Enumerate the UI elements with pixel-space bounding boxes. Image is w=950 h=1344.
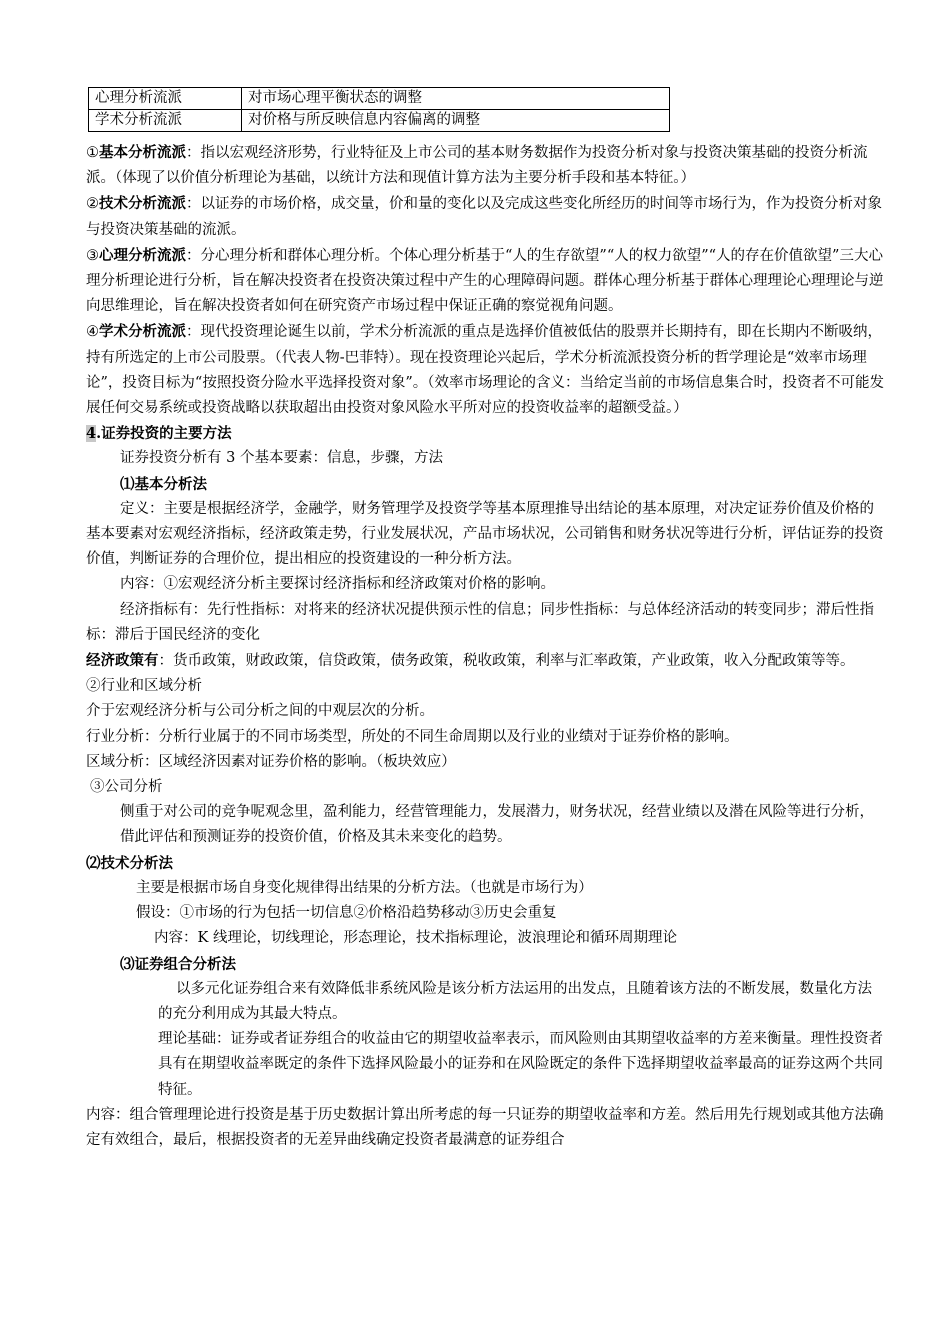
table-row bbox=[89, 110, 670, 132]
portfolio-theory: 理论基础：证券或者证券组合的收益由它的期望收益率表示，而风险则由其期望收益率的方差来衡量。理性投资者具有在期望收益率既定的条件下选择风险最小的证券和在风险既定的条件下选择期望收益率最高的证券这两个共同特征。 bbox=[158, 1031, 883, 1098]
section-heading bbox=[86, 421, 886, 446]
portfolio-content: 内容：组合管理理论进行投资是基于历史数据计算出所考虑的每一只证券的期望收益率和方差。然后用先行规划或其他方法确定有效组合，最后，根据投资者的无差异曲线确定投资者最满意的证券组合 bbox=[86, 1106, 884, 1148]
paragraph-marker: ④ bbox=[86, 324, 99, 341]
method-heading-fundamental: ⑴基本分析法 bbox=[120, 475, 207, 493]
paragraph-text: ：货币政策，财政政策，信贷政策，债务政策，税收政策，利率与汇率政策，产业政策，收入分配政策等等。 bbox=[158, 653, 855, 670]
term-heading: 心理分析流派 bbox=[99, 246, 186, 264]
term-heading: 学术分析流派 bbox=[99, 323, 186, 341]
paragraph-academic-school bbox=[86, 319, 886, 421]
industry-region-heading: ②行业和区域分析 bbox=[86, 678, 202, 695]
table-cell: 对市场心理平衡状态的调整 bbox=[242, 88, 670, 110]
table-cell: 学术分析流派 bbox=[89, 110, 242, 132]
paragraph-marker: ③ bbox=[86, 247, 99, 264]
fundamental-definition: 定义：主要是根据经济学，金融学，财务管理学及投资学等基本原理推导出结论的基本原理，对决定证券价值及价格的基本要素对宏观经济指标，经济政策走势，行业发展状况，产品市场状况，公司销售和财务状况等进行分析，评估证券的投资价值，判断证券的合理价位，提出相应的投资建设的一种分析方法。 bbox=[86, 500, 884, 568]
paragraph-technical-school bbox=[86, 191, 886, 242]
portfolio-description: 以多元化证券组合来有效降低非系统风险是该分析方法运用的出发点，且随着该方法的不断发展，数量化方法的充分利用成为其最大特点。 bbox=[158, 980, 872, 1022]
table-cell: 对价格与所反映信息内容偏离的调整 bbox=[242, 110, 670, 132]
term-heading: 经济政策有 bbox=[86, 652, 159, 670]
document-body bbox=[86, 140, 886, 1153]
section-title: .证券投资的主要方法 bbox=[96, 425, 232, 443]
paragraph-text: ：以证券的市场价格，成交量，价和量的变化以及完成这些变化所经历的时间等市场行为，作为投资分析对象与投资决策基础的流派。 bbox=[86, 196, 882, 238]
fundamental-content: 内容：①宏观经济分析主要探讨经济指标和经济政策对价格的影响。 bbox=[120, 576, 555, 593]
paragraph-text: ：指以宏观经济形势，行业特征及上市公司的基本财务数据作为投资分析对象与投资决策基础的投资分析流派。（体现了以价值分析理论为基础，以统计方法和现值计算方法为主要分析手段和基本特征。） bbox=[86, 145, 868, 187]
paragraph-text: ：现代投资理论诞生以前，学术分析流派的重点是选择价值被低估的股票并长期持有，即在长期内不断吸纳，持有所选定的上市公司股票。（代表人物-巴菲特）。现在投资理论兴起后，学术分析流派投资分析的哲学理论是“效率市场理论”，投资目标为“按照投资分险水平选择投资对象”。（效率市场理论的含义：当给定当前的市场信息集合时，投资者不可能发展任何交易系统或投资战略以获取超出由投资对象风险水平所对应的投资收益率的超额受益。） bbox=[86, 324, 884, 417]
technical-content: 内容：K 线理论，切线理论，形态理论，技术指标理论，波浪理论和循环周期理论 bbox=[154, 930, 677, 947]
term-heading: 基本分析流派 bbox=[99, 144, 186, 161]
table-cell: 心理分析流派 bbox=[89, 88, 242, 110]
schools-table bbox=[88, 87, 670, 132]
economic-policies bbox=[86, 648, 886, 674]
company-analysis-heading: ③公司分析 bbox=[90, 779, 163, 796]
economic-indicators: 经济指标有：先行性指标：对将来的经济状况提供预示性的信息；同步性指标：与总体经济活动的转变同步；滞后性指标：滞后于国民经济的变化 bbox=[86, 601, 874, 643]
paragraph-fundamental-school bbox=[86, 140, 886, 191]
region-analysis: 区域分析：区域经济因素对证券价格的影响。（板块效应） bbox=[86, 753, 456, 770]
paragraph-marker: ② bbox=[86, 196, 99, 213]
industry-analysis: 行业分析：分析行业属于的不同市场类型，所处的不同生命周期以及行业的业绩对于证券价格的影响。 bbox=[86, 728, 739, 745]
technical-assumptions: 假设：①市场的行为包括一切信息②价格沿趋势移动③历史会重复 bbox=[136, 905, 557, 922]
term-heading: 技术分析流派 bbox=[99, 195, 186, 213]
paragraph-text: ：分心理分析和群体心理分析。个体心理分析基于“人的生存欲望”“人的权力欲望”“人的存在价值欲望”三大心理分析理论进行分析，旨在解决投资者在投资决策过程中产生的心理障碍问题。群体心理分析基于群体心理理论心理理论与逆向思维理论，旨在解决投资者如何在研究资产市场过程中保证正确的察觉视角问题。 bbox=[86, 247, 884, 315]
company-analysis-text: 侧重于对公司的竞争呢观念里，盈利能力，经营管理能力，发展潜力，财务状况，经营业绩以及潜在风险等进行分析，借此评估和预测证券的投资价值，价格及其未来变化的趋势。 bbox=[120, 804, 874, 846]
elements-text: 证券投资分析有 3 个基本要素：信息，步骤，方法 bbox=[120, 450, 443, 467]
paragraph-psychology-school bbox=[86, 243, 886, 320]
technical-description: 主要是根据市场自身变化规律得出结果的分析方法。（也就是市场行为） bbox=[136, 879, 593, 896]
industry-region-intro: 介于宏观经济分析与公司分析之间的中观层次的分析。 bbox=[86, 703, 434, 720]
paragraph-marker: ① bbox=[86, 145, 99, 161]
method-heading-technical: ⑵技术分析法 bbox=[86, 854, 173, 872]
table-row bbox=[89, 88, 670, 110]
section-number: 4 bbox=[86, 425, 97, 443]
method-heading-portfolio: ⑶证券组合分析法 bbox=[120, 955, 236, 973]
